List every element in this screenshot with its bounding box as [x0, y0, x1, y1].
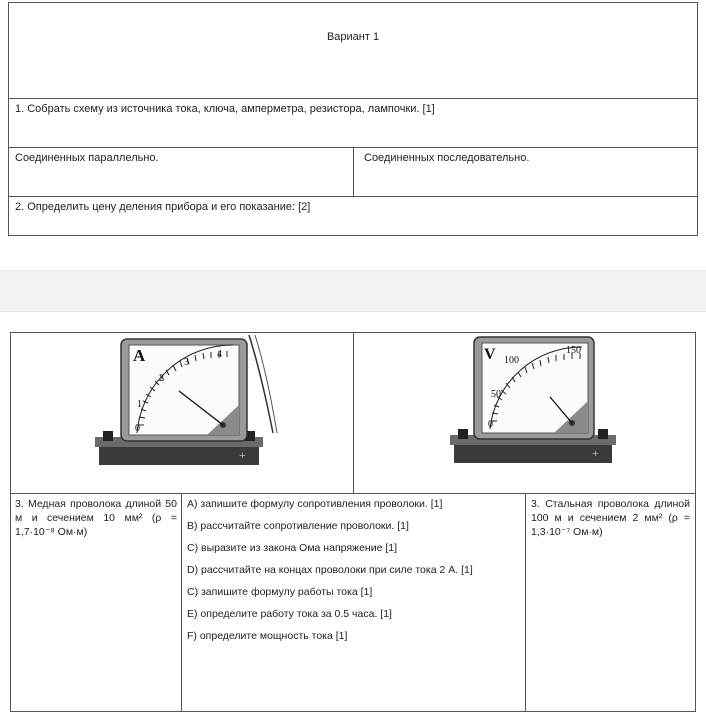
subtask-c2: C) запишите формулу работы тока [1] [187, 586, 373, 598]
svg-text:100: 100 [504, 355, 519, 366]
svg-text:1: 1 [137, 399, 142, 410]
question-2: 2. Определить цену деления прибора и его показание: [2] [8, 196, 698, 236]
svg-text:2: 2 [159, 373, 164, 384]
question-1: 1. Собрать схему из источника тока, ключа, амперметра, резистора, лампочки. [1] [8, 98, 698, 148]
worksheet-page-1 [0, 0, 706, 270]
variant-heading: Вариант 1 [8, 2, 698, 99]
subtask-c: C) выразите из закона Ома напряжение [1] [187, 542, 397, 554]
ammeter-cell [10, 332, 354, 494]
subtask-e: E) определите работу тока за 0.5 часа. [1] [187, 608, 392, 620]
subtask-list [181, 493, 526, 712]
voltmeter-illustration [354, 333, 695, 493]
ammeter-symbol: A [133, 346, 146, 365]
svg-text:4: 4 [217, 349, 222, 360]
voltmeter-cell [353, 332, 696, 494]
svg-text:+: + [239, 448, 246, 462]
svg-text:+: + [592, 446, 599, 460]
subtask-b: B) рассчитайте сопротивление проволоки. [1] [187, 520, 409, 532]
ammeter-illustration [11, 333, 353, 493]
task-3-copper-wire: 3. Медная проволока длиной 50 м и сечением 10 мм² (ρ = 1,7·10⁻⁸ Ом·м) [10, 493, 182, 712]
subtask-f: F) определите мощность тока [1] [187, 630, 348, 642]
subtask-a: A) запишите формулу сопротивления проволоки. [1] [187, 498, 443, 510]
subtask-d: D) рассчитайте на концах проволоки при силе тока 2 А. [1] [187, 564, 473, 576]
svg-text:3: 3 [184, 357, 189, 368]
task-3-steel-wire: 3. Стальная проволока длиной 100 м и сечением 2 мм² (ρ = 1,3·10⁻⁷ Ом·м) [525, 493, 696, 712]
svg-text:150: 150 [566, 345, 581, 356]
worksheet-page-2 [0, 312, 706, 720]
svg-text:50: 50 [491, 389, 501, 400]
parallel-connection-cell: Соединенных параллельно. [8, 147, 354, 197]
svg-text:0: 0 [488, 419, 493, 430]
series-connection-cell: Соединенных последовательно. [353, 147, 698, 197]
voltmeter-symbol: V [484, 346, 496, 363]
page-gap [0, 270, 706, 312]
svg-text:0: 0 [135, 423, 140, 434]
